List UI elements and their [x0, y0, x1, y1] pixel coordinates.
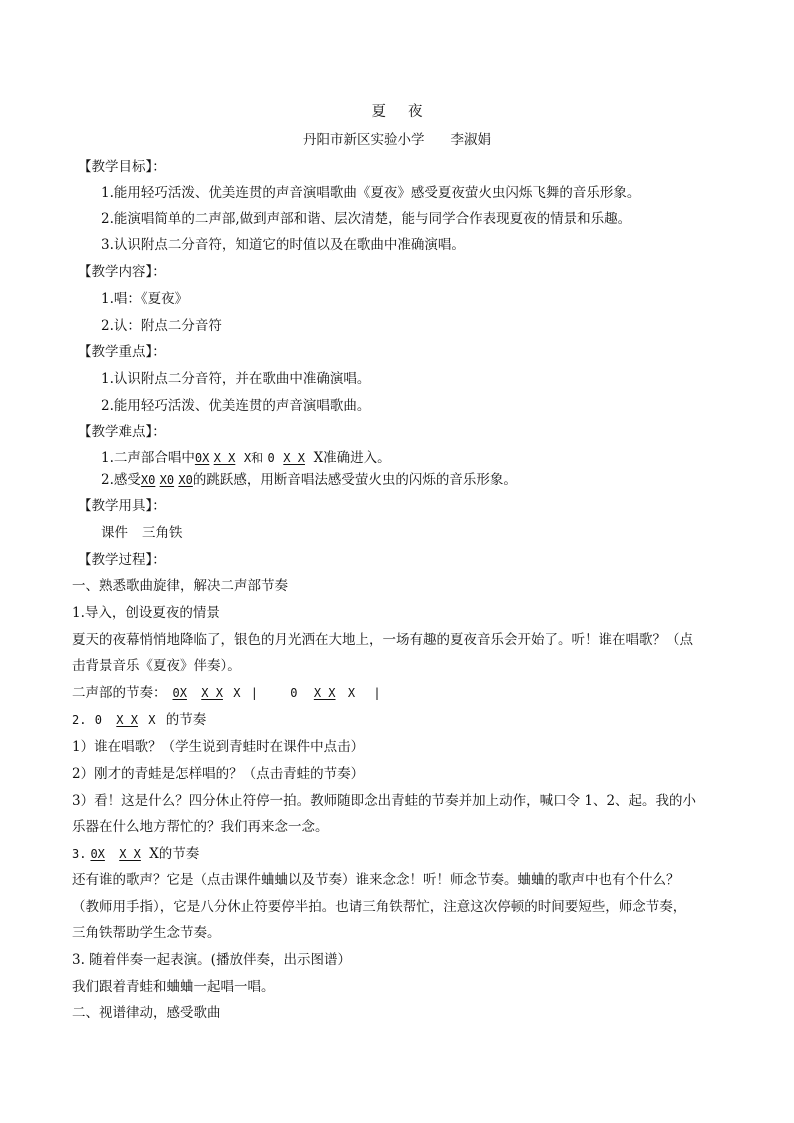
goal-item: 2.能演唱简单的二声部,做到声部和谐、层次清楚，能与同学合作表现夏夜的情景和乐趣。 [101, 211, 632, 227]
step-text: X的节奏 [149, 846, 200, 862]
rhythm-notation: X0 [140, 473, 156, 487]
two-part-rhythm-line [72, 684, 381, 702]
section-two-title: 二、视谱律动，感受歌曲 [72, 1005, 221, 1021]
goal-item: 3.认识附点二分音符，知道它的时值以及在歌曲中准确演唱。 [101, 237, 465, 253]
paragraph-line: 三角铁帮助学生念节奏。 [72, 925, 221, 941]
title-char-2: 夜 [408, 104, 423, 120]
tools-heading: 【教学用具】： [78, 498, 166, 514]
step-text: 的节奏 [165, 712, 207, 728]
rhythm-notation: X [347, 686, 356, 700]
rhythm-notation: 0X [90, 847, 105, 861]
paragraph-line: 3）看！这是什么？四分休止符停一拍。教师随即念出青蛙的节奏并加上动作，喊口令 1、2、起。我的小 [72, 793, 697, 809]
process-heading: 【教学过程】： [78, 552, 166, 568]
rhythm-notation: 0 [290, 686, 298, 700]
section-one-title: 一、熟悉歌曲旋律，解决二声部节奏 [72, 578, 288, 594]
rhythm-notation: X X [213, 451, 236, 465]
difficulty-text: 的跳跃感，用断音唱法感受萤火虫的闪烁的音乐形象。 [192, 472, 517, 488]
difficulty-text: 2.感受 [101, 472, 141, 488]
difficulties-heading: 【教学难点】： [78, 424, 166, 440]
goal-item: 1.能用轻巧活泼、优美连贯的声音演唱歌曲《夏夜》感受夏夜萤火虫闪烁飞舞的音乐形象。 [101, 185, 641, 201]
difficulty-item-1 [101, 449, 391, 467]
paragraph-line: 击背景音乐《夏夜》伴奏）。 [72, 658, 241, 674]
keypoint-item: 2.能用轻巧活泼、优美连贯的声音演唱歌曲。 [101, 398, 371, 414]
step-title [72, 711, 206, 729]
question-line: 2）刚才的青蛙是怎样唱的？（点击青蛙的节奏） [72, 766, 365, 782]
paragraph-line: 还有谁的歌声？它是（点击课件蛐蛐以及节奏）谁来念念！听！师念节奏。蛐蛐的歌声中也有个什么？ [72, 872, 680, 888]
rhythm-notation: X0 [178, 473, 193, 487]
question-line: 1）谁在唱歌？（学生说到青蛙时在课件中点击） [72, 739, 365, 755]
rhythm-notation: 0 [267, 451, 275, 465]
content-item: 1.唱：《夏夜》 [101, 291, 189, 307]
step-title [72, 845, 199, 863]
step-number: 3. [72, 847, 87, 861]
rhythm-notation: X [233, 686, 241, 700]
goals-heading: 【教学目标】： [78, 159, 166, 175]
step-title: 3. 随着伴奏一起表演。(播放伴奏，出示图谱） [72, 952, 351, 968]
rhythm-notation: X和 [243, 451, 264, 465]
tools-list [101, 524, 183, 542]
keypoint-item: 1.认识附点二分音符，并在歌曲中准确演唱。 [101, 371, 371, 387]
school-name: 丹阳市新区实验小学 [303, 132, 425, 148]
author-name: 李淑娟 [450, 132, 491, 148]
rhythm-notation: X X [116, 713, 138, 727]
content-heading: 【教学内容】： [78, 264, 166, 280]
step-number: 2. [72, 713, 87, 727]
keypoints-heading: 【教学重点】： [78, 344, 166, 360]
rhythm-notation: X X [119, 847, 141, 861]
paragraph-line: 乐器在什么地方帮忙的？我们再来念一念。 [72, 819, 329, 835]
bar-line: | [373, 686, 381, 700]
document-title [0, 103, 794, 121]
rhythm-notation: X X [201, 686, 223, 700]
tool-item: 课件 [101, 525, 128, 541]
author-byline [0, 131, 794, 149]
paragraph-line: 夏天的夜幕悄悄地降临了，银色的月光洒在大地上，一场有趣的夏夜音乐会开始了。听！谁在唱歌？（点 [72, 632, 693, 648]
rhythm-notation: 0X [172, 686, 187, 700]
rhythm-notation: X0 [159, 473, 175, 487]
rhythm-label: 二声部的节奏： [72, 685, 167, 701]
rhythm-notation: X X [313, 686, 336, 700]
bar-line: | [250, 686, 258, 700]
rhythm-notation: 0X [194, 451, 210, 465]
difficulty-text: X准确进入。 [313, 450, 391, 466]
tool-item: 三角铁 [142, 525, 183, 541]
paragraph-line: 我们跟着青蛙和蛐蛐一起唱一唱。 [72, 979, 275, 995]
rhythm-notation: X X [283, 451, 305, 465]
paragraph-line: （教师用手指），它是八分休止符要停半拍。也请三角铁帮忙，注意这次停顿的时间要短些，师念节奏， [72, 899, 687, 915]
difficulty-item-2 [101, 471, 517, 489]
step-title: 1.导入，创设夏夜的情景 [72, 605, 220, 621]
title-char-1: 夏 [371, 104, 386, 120]
rhythm-notation: 0 [94, 713, 102, 727]
content-item: 2.认：附点二分音符 [101, 318, 222, 334]
rhythm-notation: X [148, 713, 156, 727]
difficulty-text: 1.二声部合唱中 [101, 450, 195, 466]
